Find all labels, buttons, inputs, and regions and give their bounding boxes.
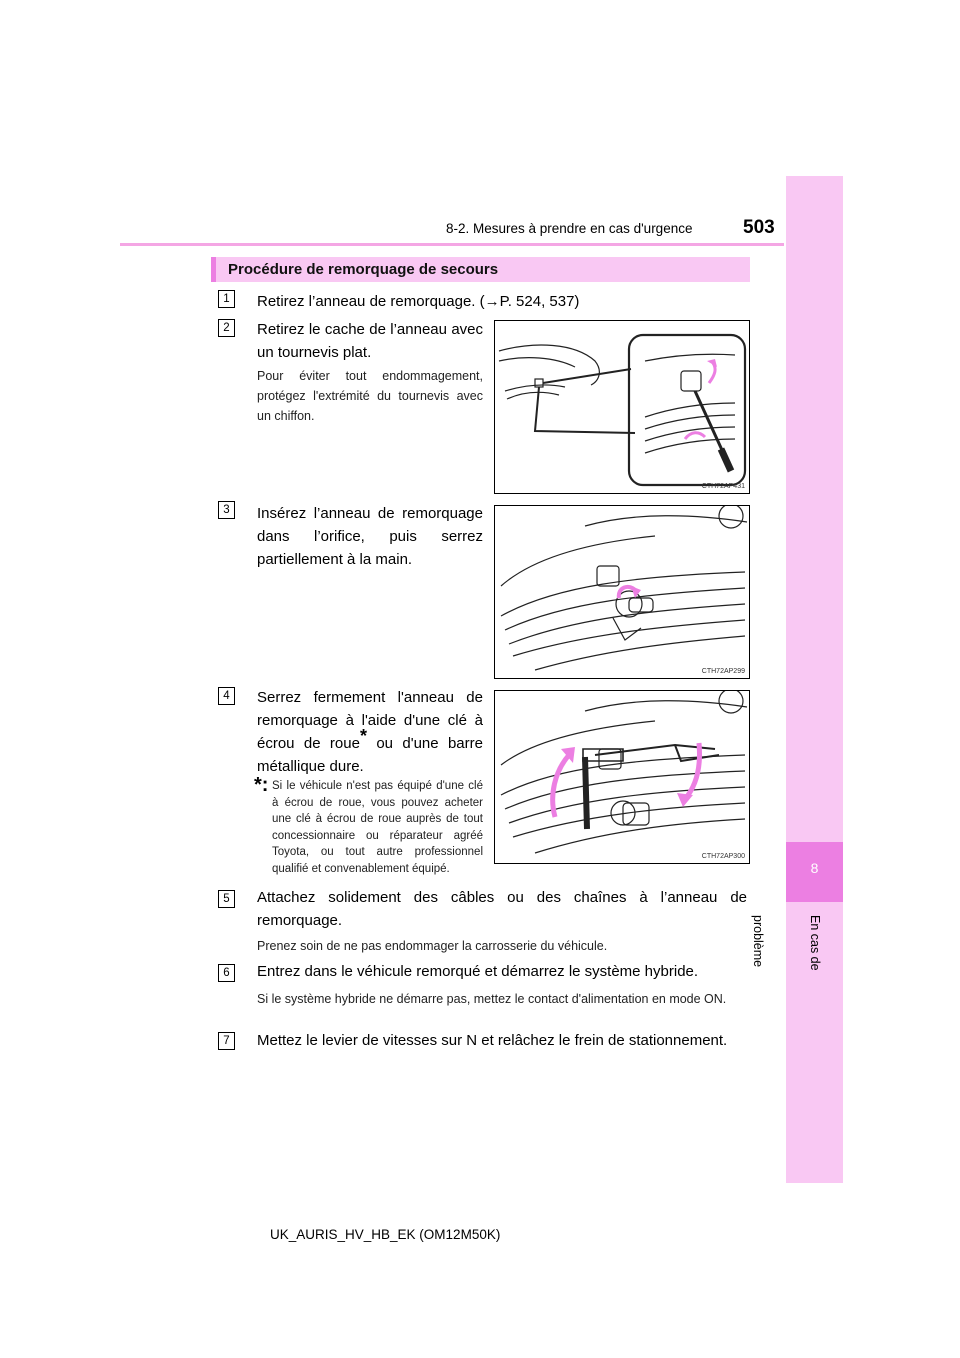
figure-code: CTH72AP299 (701, 668, 745, 675)
step-5-text: Attachez solidement des câbles ou des chaînes à l’anneau de remorquage. (257, 889, 747, 929)
figure-code: CTH72AP431 (701, 483, 745, 490)
section-title: Procédure de remorquage de secours (228, 261, 499, 278)
figure-hook-insertion (494, 505, 750, 679)
footnote-mark: *: (254, 774, 269, 796)
figure-hook-tightening (494, 690, 750, 864)
step-number-3: 3 (218, 501, 235, 519)
step-number-4: 4 (218, 687, 235, 705)
header-rule (120, 243, 784, 246)
step-4-footnote: Si le véhicule n'est pas équipé d'une clé à écrou de roue, vous pouvez acheter une clé à écrou de roue auprès de tout concessionnaire ou réparateur agréé Toyota, ou tout autre professionnel qualifié et convenablement équipé. (272, 780, 483, 875)
step-number-7: 7 (218, 1032, 235, 1050)
chapter-number-box (786, 842, 843, 902)
running-header: 8-2. Mesures à prendre en cas d'urgence (446, 221, 693, 236)
step-1-text: Retirez l’anneau de remorquage. (→P. 524, 537) (257, 293, 580, 310)
step-4-text (257, 686, 483, 778)
illustration-bumper-towing-eyelet (495, 506, 750, 679)
document-footer: UK_AURIS_HV_HB_EK (OM12M50K) (270, 1227, 501, 1242)
section-title-bar (211, 257, 750, 282)
step-number-5: 5 (218, 890, 235, 908)
asterisk-mark: * (359, 726, 367, 746)
step-6-text: Entrez dans le véhicule remorqué et démarrez le système hybride. (257, 963, 699, 980)
step-number-2: 2 (218, 319, 235, 337)
chapter-label: En cas de problème (751, 915, 822, 971)
step-2-note: Pour éviter tout endommagement, protégez l'extrémité du tournevis avec un chiffon. (257, 369, 483, 423)
figure-hook-cover-removal (494, 320, 750, 494)
illustration-wrench-tightening (495, 691, 750, 864)
illustration-bumper-screwdriver (495, 321, 750, 494)
step-3-text: Insérez l’anneau de remorquage dans l’orifice, puis serrez partiellement à la main. (257, 505, 483, 568)
page-number: 503 (743, 217, 775, 238)
step-6-note: Si le système hybride ne démarre pas, mettez le contact d'alimentation en mode ON. (257, 992, 727, 1006)
step-4-text-main: Serrez fermement l'anneau de remorquage à l'aide d'une clé à écrou de roue (257, 689, 483, 752)
step-number-6: 6 (218, 964, 235, 982)
chapter-number: 8 (810, 860, 819, 876)
step-4-text-end: ou d'une barre métallique dure. (257, 735, 483, 775)
step-7-text: Mettez le levier de vitesses sur N et relâchez le frein de stationnement. (257, 1032, 728, 1049)
step-5-note: Prenez soin de ne pas endommager la carrosserie du véhicule. (257, 939, 608, 953)
figure-code: CTH72AP300 (701, 853, 745, 860)
step-2-text: Retirez le cache de l’anneau avec un tournevis plat. (257, 321, 483, 361)
step-number-1: 1 (218, 290, 235, 308)
